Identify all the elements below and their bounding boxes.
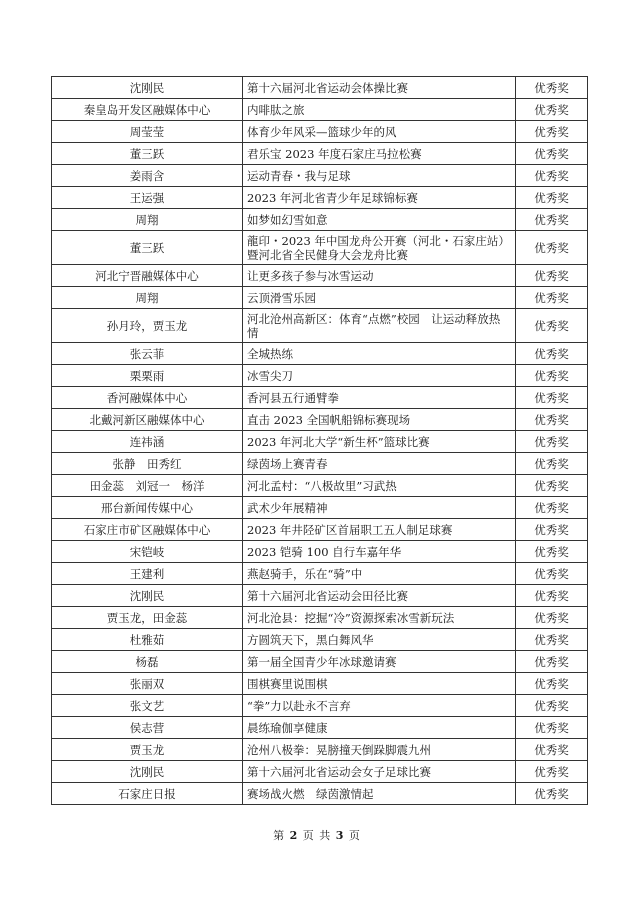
work-title: 绿茵场上赛青春 [243, 453, 516, 475]
award-level: 优秀奖 [516, 673, 588, 695]
entrant-name: 姜雨含 [52, 165, 243, 187]
entrant-name: 河北宁晋融媒体中心 [52, 265, 243, 287]
table-row [52, 739, 588, 761]
entrant-name: 沈刚民 [52, 585, 243, 607]
award-level: 优秀奖 [516, 519, 588, 541]
entrant-name: 董三跃 [52, 231, 243, 265]
table-row [52, 265, 588, 287]
table-row [52, 585, 588, 607]
work-title: 2023 年河北省青少年足球锦标赛 [243, 187, 516, 209]
award-level: 优秀奖 [516, 541, 588, 563]
table-row [52, 365, 588, 387]
award-level: 优秀奖 [516, 187, 588, 209]
work-title: 武术少年展精神 [243, 497, 516, 519]
entrant-name: 董三跃 [52, 143, 243, 165]
table-row [52, 475, 588, 497]
table-row [52, 541, 588, 563]
table-row [52, 673, 588, 695]
table-row [52, 409, 588, 431]
award-level: 优秀奖 [516, 365, 588, 387]
award-level: 优秀奖 [516, 761, 588, 783]
work-title: 河北沧州高新区：体育“点燃”校园 让运动释放热情 [243, 309, 516, 343]
work-title: 冰雪尖刀 [243, 365, 516, 387]
entrant-name: 杜雅茹 [52, 629, 243, 651]
work-title: 围棋赛里说围棋 [243, 673, 516, 695]
work-title: 第一届全国青少年冰球邀请赛 [243, 651, 516, 673]
award-level: 优秀奖 [516, 475, 588, 497]
award-level: 优秀奖 [516, 607, 588, 629]
entrant-name: 张云菲 [52, 343, 243, 365]
table-row [52, 431, 588, 453]
work-title: 直击 2023 全国帆船锦标赛现场 [243, 409, 516, 431]
table-row [52, 309, 588, 343]
work-title: 河北沧县：挖掘“冷”资源探索冰雪新玩法 [243, 607, 516, 629]
work-title: 2023 年河北大学“新生杯”篮球比赛 [243, 431, 516, 453]
entrant-name: 杨磊 [52, 651, 243, 673]
award-level: 优秀奖 [516, 231, 588, 265]
work-title: 如梦如幻雪如意 [243, 209, 516, 231]
award-level: 优秀奖 [516, 453, 588, 475]
footer-suffix: 页 [348, 829, 361, 842]
award-level: 优秀奖 [516, 287, 588, 309]
entrant-name: 周翔 [52, 287, 243, 309]
award-level: 优秀奖 [516, 387, 588, 409]
footer-total-pages: 3 [335, 829, 345, 842]
work-title: 龍印・2023 年中国龙舟公开赛（河北・石家庄站）暨河北省全民健身大会龙舟比赛 [243, 231, 516, 265]
table-row [52, 607, 588, 629]
award-level: 优秀奖 [516, 165, 588, 187]
table-row [52, 563, 588, 585]
award-level: 优秀奖 [516, 121, 588, 143]
award-level: 优秀奖 [516, 497, 588, 519]
entrant-name: 周翔 [52, 209, 243, 231]
award-level: 优秀奖 [516, 651, 588, 673]
work-title: 沧州八极拳：晃膀撞天倒跺脚震九州 [243, 739, 516, 761]
work-title: 让更多孩子参与冰雪运动 [243, 265, 516, 287]
entrant-name: 宋铠岐 [52, 541, 243, 563]
page-footer [0, 827, 634, 843]
work-title: 运动青春・我与足球 [243, 165, 516, 187]
table-row [52, 143, 588, 165]
table-row [52, 717, 588, 739]
table-row [52, 387, 588, 409]
entrant-name: 沈刚民 [52, 77, 243, 99]
award-level: 优秀奖 [516, 717, 588, 739]
table-row [52, 77, 588, 99]
entrant-name: 连祎涵 [52, 431, 243, 453]
entrant-name: 石家庄市矿区融媒体中心 [52, 519, 243, 541]
table-row [52, 629, 588, 651]
entrant-name: 北戴河新区融媒体中心 [52, 409, 243, 431]
awards-table [51, 76, 588, 805]
table-row [52, 453, 588, 475]
entrant-name: 张文艺 [52, 695, 243, 717]
award-level: 优秀奖 [516, 585, 588, 607]
entrant-name: 石家庄日报 [52, 783, 243, 805]
work-title: 云顶滑雪乐园 [243, 287, 516, 309]
work-title: 体育少年风采—篮球少年的风 [243, 121, 516, 143]
entrant-name: 孙月玲，贾玉龙 [52, 309, 243, 343]
entrant-name: 王建利 [52, 563, 243, 585]
table-row [52, 187, 588, 209]
table-row [52, 165, 588, 187]
work-title: 河北孟村：“八极故里”习武热 [243, 475, 516, 497]
work-title: 第十六届河北省运动会体操比赛 [243, 77, 516, 99]
award-level: 优秀奖 [516, 209, 588, 231]
entrant-name: 栗栗雨 [52, 365, 243, 387]
work-title: 内啡肽之旅 [243, 99, 516, 121]
work-title: 第十六届河北省运动会田径比赛 [243, 585, 516, 607]
award-level: 优秀奖 [516, 265, 588, 287]
entrant-name: 秦皇岛开发区融媒体中心 [52, 99, 243, 121]
work-title: 方圆筑天下，黑白舞风华 [243, 629, 516, 651]
footer-prefix: 第 [273, 829, 286, 842]
entrant-name: 田金蕊 刘冠一 杨洋 [52, 475, 243, 497]
work-title: 香河县五行通臂拳 [243, 387, 516, 409]
work-title: 晨练瑜伽享健康 [243, 717, 516, 739]
table-row [52, 783, 588, 805]
award-level: 优秀奖 [516, 343, 588, 365]
award-level: 优秀奖 [516, 431, 588, 453]
work-title: 第十六届河北省运动会女子足球比赛 [243, 761, 516, 783]
award-level: 优秀奖 [516, 99, 588, 121]
award-level: 优秀奖 [516, 409, 588, 431]
table-row [52, 231, 588, 265]
award-level: 优秀奖 [516, 143, 588, 165]
entrant-name: 香河融媒体中心 [52, 387, 243, 409]
award-level: 优秀奖 [516, 783, 588, 805]
awards-table-body [52, 77, 588, 805]
table-row [52, 343, 588, 365]
work-title: 2023 铠骑 100 自行车嘉年华 [243, 541, 516, 563]
entrant-name: 张静 田秀红 [52, 453, 243, 475]
award-level: 优秀奖 [516, 77, 588, 99]
work-title: 全城热练 [243, 343, 516, 365]
table-row [52, 287, 588, 309]
award-level: 优秀奖 [516, 629, 588, 651]
table-row [52, 209, 588, 231]
table-row [52, 497, 588, 519]
award-level: 优秀奖 [516, 739, 588, 761]
entrant-name: 贾玉龙，田金蕊 [52, 607, 243, 629]
entrant-name: 王运强 [52, 187, 243, 209]
entrant-name: 周莹莹 [52, 121, 243, 143]
work-title: “拳”力以赴永不言弃 [243, 695, 516, 717]
table-row [52, 761, 588, 783]
work-title: 君乐宝 2023 年度石家庄马拉松赛 [243, 143, 516, 165]
award-level: 优秀奖 [516, 309, 588, 343]
table-row [52, 695, 588, 717]
table-row [52, 121, 588, 143]
award-level: 优秀奖 [516, 563, 588, 585]
entrant-name: 张丽双 [52, 673, 243, 695]
entrant-name: 沈刚民 [52, 761, 243, 783]
footer-page-number: 2 [289, 829, 299, 842]
table-row [52, 519, 588, 541]
table-row [52, 651, 588, 673]
work-title: 2023 年井陉矿区首届职工五人制足球赛 [243, 519, 516, 541]
work-title: 赛场战火燃 绿茵激情起 [243, 783, 516, 805]
entrant-name: 贾玉龙 [52, 739, 243, 761]
work-title: 燕赵骑手，乐在“骑”中 [243, 563, 516, 585]
table-row [52, 99, 588, 121]
entrant-name: 侯志营 [52, 717, 243, 739]
entrant-name: 邢台新闻传媒中心 [52, 497, 243, 519]
award-level: 优秀奖 [516, 695, 588, 717]
footer-middle: 页 共 [302, 829, 332, 842]
